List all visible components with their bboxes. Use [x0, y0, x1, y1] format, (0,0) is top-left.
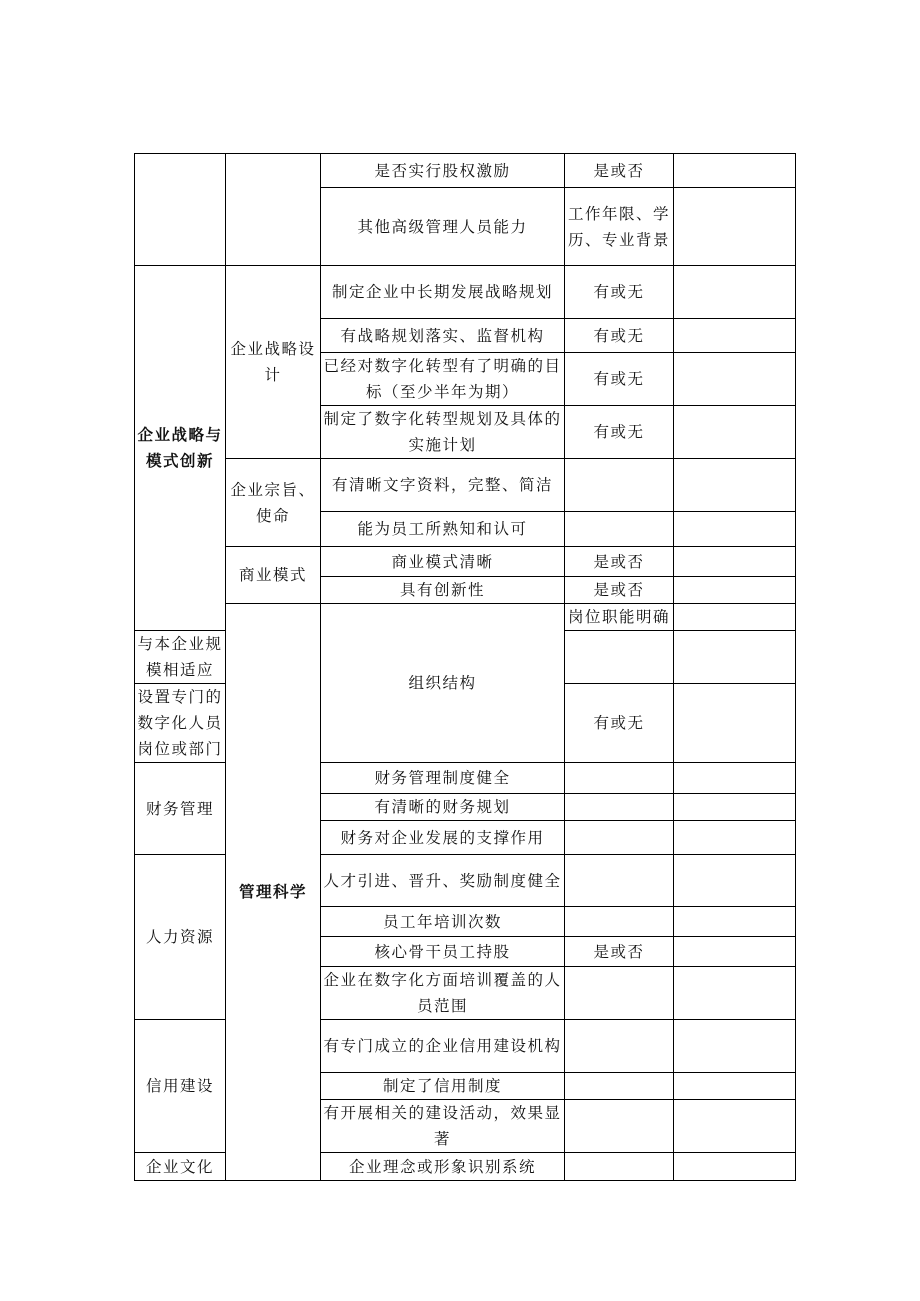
score-cell[interactable] — [674, 266, 796, 319]
item-cell: 企业在数字化方面培训覆盖的人员范围 — [321, 967, 565, 1020]
subcategory-cell-hr: 人力资源 — [135, 855, 226, 1020]
score-cell[interactable] — [674, 577, 796, 604]
item-cell: 核心骨干员工持股 — [321, 937, 565, 967]
table-row — [135, 266, 796, 319]
subcategory-cell-finance: 财务管理 — [135, 763, 226, 855]
value-cell — [565, 631, 674, 684]
item-cell: 企业理念或形象识别系统 — [321, 1153, 565, 1181]
score-cell[interactable] — [674, 319, 796, 353]
item-cell: 财务管理制度健全 — [321, 763, 565, 794]
subcategory-cell-culture: 企业文化 — [135, 1153, 226, 1181]
category-cell-management: 管理科学 — [226, 604, 321, 1181]
subcategory-cell-strategy-design: 企业战略设计 — [226, 266, 321, 459]
value-cell — [565, 1153, 674, 1181]
item-cell: 具有创新性 — [321, 577, 565, 604]
value-cell: 是或否 — [565, 154, 674, 188]
score-cell[interactable] — [674, 684, 796, 763]
value-cell — [565, 1020, 674, 1073]
score-cell[interactable] — [674, 937, 796, 967]
value-cell — [565, 1100, 674, 1153]
item-cell: 有清晰的财务规划 — [321, 794, 565, 821]
item-cell: 能为员工所熟知和认可 — [321, 512, 565, 547]
score-cell[interactable] — [674, 154, 796, 188]
item-cell: 制定了信用制度 — [321, 1073, 565, 1100]
value-cell — [565, 794, 674, 821]
table-row — [135, 547, 796, 577]
table-row — [135, 154, 796, 188]
score-cell[interactable] — [674, 1073, 796, 1100]
item-cell: 有清晰文字资料，完整、简洁 — [321, 459, 565, 512]
subcategory-cell-business-model: 商业模式 — [226, 547, 321, 604]
score-cell[interactable] — [674, 1020, 796, 1073]
item-cell: 设置专门的数字化人员岗位或部门 — [135, 684, 226, 763]
score-cell[interactable] — [674, 406, 796, 459]
item-cell: 制定了数字化转型规划及具体的实施计划 — [321, 406, 565, 459]
item-cell: 人才引进、晋升、奖励制度健全 — [321, 855, 565, 907]
item-cell: 岗位职能明确 — [565, 604, 674, 631]
subcategory-cell-mission: 企业宗旨、使命 — [226, 459, 321, 547]
score-cell[interactable] — [674, 967, 796, 1020]
score-cell[interactable] — [674, 1100, 796, 1153]
value-cell — [565, 763, 674, 794]
value-cell — [565, 855, 674, 907]
item-cell: 财务对企业发展的支撑作用 — [321, 821, 565, 855]
subcategory-cell-credit: 信用建设 — [135, 1020, 226, 1153]
item-cell: 是否实行股权激励 — [321, 154, 565, 188]
value-cell — [565, 512, 674, 547]
score-cell[interactable] — [674, 855, 796, 907]
score-cell[interactable] — [674, 188, 796, 266]
score-cell[interactable] — [674, 353, 796, 406]
score-cell[interactable] — [674, 1153, 796, 1181]
item-cell: 有开展相关的建设活动，效果显著 — [321, 1100, 565, 1153]
score-cell[interactable] — [674, 547, 796, 577]
score-cell[interactable] — [674, 459, 796, 512]
value-cell — [565, 907, 674, 937]
item-cell: 制定企业中长期发展战略规划 — [321, 266, 565, 319]
item-cell: 有战略规划落实、监督机构 — [321, 319, 565, 353]
category-cell-empty — [135, 154, 226, 266]
table-row — [135, 459, 796, 512]
category-cell-strategy: 企业战略与模式创新 — [135, 266, 226, 631]
item-cell: 已经对数字化转型有了明确的目标（至少半年为期） — [321, 353, 565, 406]
score-cell[interactable] — [674, 763, 796, 794]
score-cell[interactable] — [674, 794, 796, 821]
value-cell — [565, 821, 674, 855]
item-cell: 员工年培训次数 — [321, 907, 565, 937]
value-cell: 工作年限、学历、专业背景 — [565, 188, 674, 266]
value-cell: 是或否 — [565, 547, 674, 577]
value-cell: 有或无 — [565, 266, 674, 319]
subcategory-cell-empty — [226, 154, 321, 266]
item-cell: 与本企业规模相适应 — [135, 631, 226, 684]
value-cell: 有或无 — [565, 353, 674, 406]
value-cell — [565, 967, 674, 1020]
item-cell: 其他高级管理人员能力 — [321, 188, 565, 266]
evaluation-table — [134, 153, 796, 1181]
value-cell — [565, 459, 674, 512]
subcategory-cell-org-structure: 组织结构 — [321, 604, 565, 763]
value-cell — [674, 604, 796, 631]
item-cell: 商业模式清晰 — [321, 547, 565, 577]
value-cell — [565, 1073, 674, 1100]
value-cell: 有或无 — [565, 406, 674, 459]
value-cell: 是或否 — [565, 937, 674, 967]
value-cell: 是或否 — [565, 577, 674, 604]
table-row — [135, 604, 796, 631]
score-cell[interactable] — [674, 631, 796, 684]
item-cell: 有专门成立的企业信用建设机构 — [321, 1020, 565, 1073]
value-cell: 有或无 — [565, 684, 674, 763]
score-cell[interactable] — [674, 907, 796, 937]
value-cell: 有或无 — [565, 319, 674, 353]
score-cell[interactable] — [674, 821, 796, 855]
score-cell[interactable] — [674, 512, 796, 547]
